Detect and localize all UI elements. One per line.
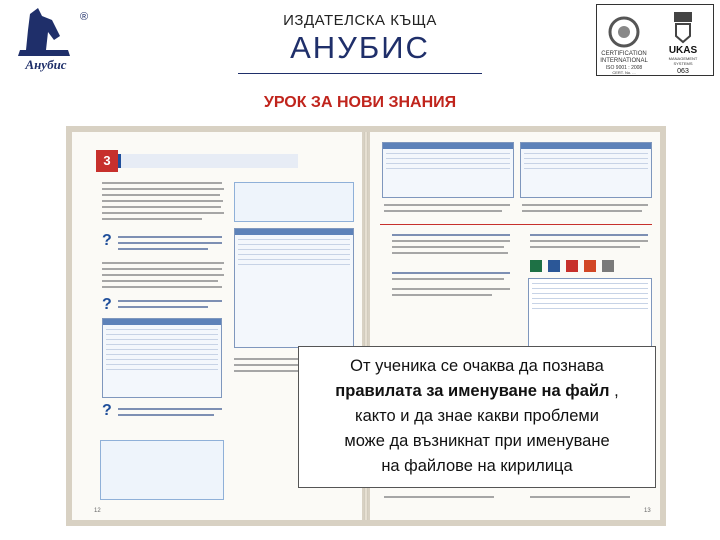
powerpoint-icon — [584, 260, 596, 272]
folder-screenshot-2 — [520, 142, 652, 198]
certification-logos — [596, 4, 714, 76]
file-icon — [602, 260, 614, 272]
cert-text-1: CERTIFICATION — [601, 51, 647, 57]
section-number-badge: 3 — [96, 150, 118, 172]
ukas-code: 063 — [677, 68, 689, 75]
title-underline — [238, 73, 482, 74]
tip-box — [234, 182, 354, 222]
callout-line-3: както и да знае какви проблеми — [354, 407, 599, 425]
publisher-line: ИЗДАТЕЛСКА КЪЩА — [283, 12, 437, 29]
callout-line-2 — [299, 379, 655, 404]
learning-outcome-callout — [298, 346, 656, 488]
lesson-title: УРОК ЗА НОВИ ЗНАНИЯ — [263, 94, 457, 111]
ukas-text: UKAS — [668, 45, 698, 56]
excel-icon — [530, 260, 542, 272]
folder-screenshot-1 — [382, 142, 514, 198]
logo-text: Анубис — [25, 57, 67, 72]
right-page-number: 13 — [644, 508, 651, 514]
section-header-bar — [118, 154, 298, 168]
question-icon: ? — [102, 296, 112, 313]
word-icon — [548, 260, 560, 272]
file-list-screenshot — [102, 318, 222, 398]
explorer-screenshot — [234, 228, 354, 348]
cert-text-3: ISO 9001 : 2008 — [605, 65, 643, 71]
cert-text-4: CERT. No. ... — [612, 70, 636, 75]
divider — [380, 224, 652, 225]
question-icon: ? — [102, 232, 112, 249]
callout-line-1: От ученика се очаква да познава — [350, 357, 604, 375]
callout-bold-text: правилата за именуване на файл — [335, 382, 610, 400]
left-page-number: 12 — [94, 508, 101, 514]
info-box — [100, 440, 224, 500]
pdf-icon — [566, 260, 578, 272]
extension-table — [528, 278, 652, 348]
brand-title: АНУБИС — [290, 30, 430, 65]
ukas-text-3: SYSTEMS — [673, 61, 693, 66]
callout-line-4: може да възникнат при именуване — [344, 432, 610, 450]
registered-mark: ® — [80, 11, 89, 23]
cert-text-2: INTERNATIONAL — [600, 58, 648, 64]
callout-comma: , — [609, 382, 619, 400]
question-icon: ? — [102, 402, 112, 419]
callout-line-5: на файлове на кирилица — [381, 457, 573, 475]
ukas-text-2: MANAGEMENT — [668, 56, 698, 61]
